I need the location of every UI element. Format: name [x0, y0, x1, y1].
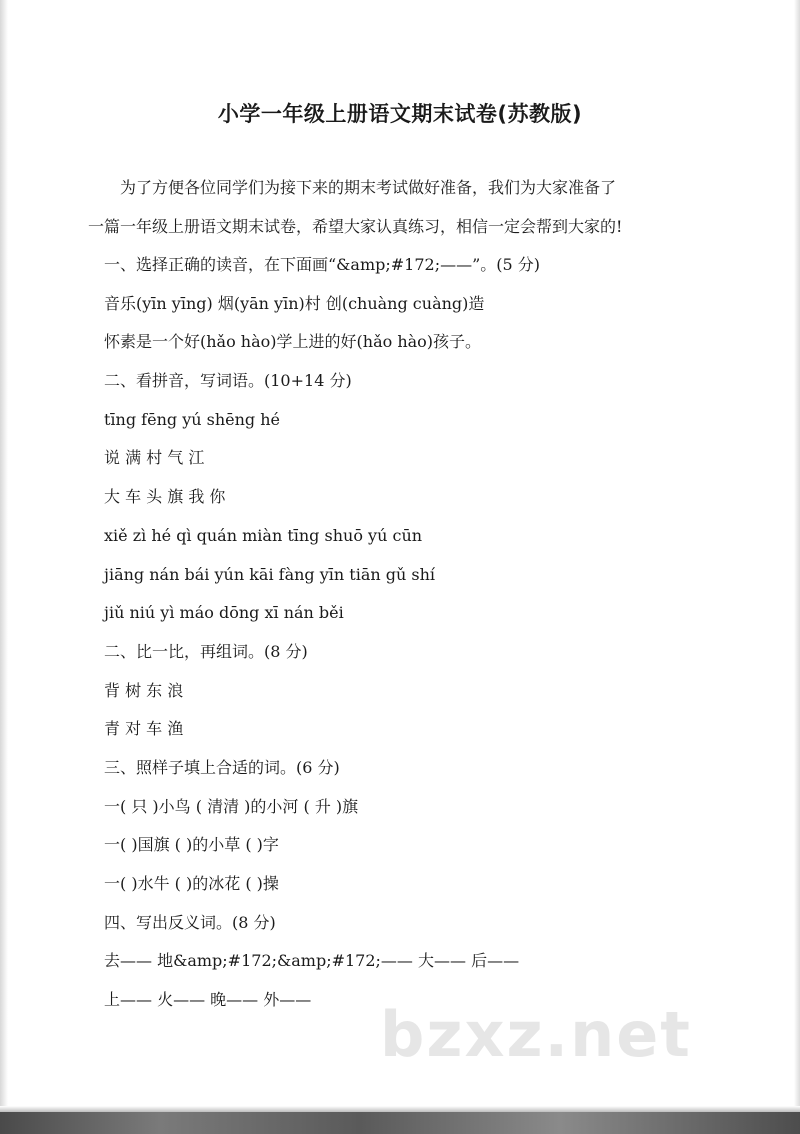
question-line: 大 车 头 旗 我 你: [104, 487, 226, 507]
intro-paragraph: [88, 168, 718, 246]
watermark: bzxz.net: [380, 998, 692, 1071]
question-line: 音乐(yīn yīng) 烟(yān yīn)村 创(chuàng cuàng)造: [104, 293, 485, 313]
viewer-bottom-bar: [0, 1112, 800, 1134]
question-line: 背 树 东 浪: [104, 680, 184, 700]
exam-content: [104, 246, 744, 1020]
question-line: 上—— 火—— 晚—— 外——: [104, 990, 312, 1010]
question-line: 一( 只 )小鸟 ( 清清 )的小河 ( 升 )旗: [104, 796, 359, 816]
question-line: 去—— 地&amp;#172;&amp;#172;—— 大—— 后——: [104, 951, 520, 971]
section-heading: 三、照样子填上合适的词。(6 分): [104, 757, 340, 777]
intro-line: 为了方便各位同学们为接下来的期末考试做好准备，我们为大家准备了: [120, 178, 617, 197]
question-line: tīng fēng yú shēng hé: [104, 409, 281, 429]
document-title: 小学一年级上册语文期末试卷(苏教版): [217, 102, 583, 126]
question-line: 一( )国旗 ( )的小草 ( )字: [104, 835, 279, 855]
question-line: xiě zì hé qì quán miàn tīng shuō yú cūn: [104, 525, 423, 545]
page-shadow-left: [0, 0, 8, 1110]
intro-line: 一篇一年级上册语文期末试卷，希望大家认真练习，相信一定会帮到大家的!: [88, 217, 623, 236]
section-heading: 二、看拼音，写词语。(10+14 分): [104, 371, 352, 391]
section-heading: 四、写出反义词。(8 分): [104, 912, 276, 932]
page-shadow-right: [794, 0, 800, 1110]
question-line: 青 对 车 渔: [104, 719, 184, 739]
question-line: 怀素是一个好(hǎo hào)学上进的好(hǎo hào)孩子。: [104, 332, 482, 352]
question-line: jiāng nán bái yún kāi fàng yīn tiān gǔ shí: [104, 564, 436, 584]
question-line: 说 满 村 气 江: [104, 448, 205, 468]
section-heading: 一、选择正确的读音，在下面画“&amp;#172;——”。(5 分): [104, 255, 541, 274]
section-heading: 二、比一比，再组词。(8 分): [104, 641, 308, 661]
question-line: 一( )水牛 ( )的冰花 ( )操: [104, 874, 279, 893]
question-line: jiǔ niú yì máo dōng xī nán běi: [104, 603, 344, 623]
